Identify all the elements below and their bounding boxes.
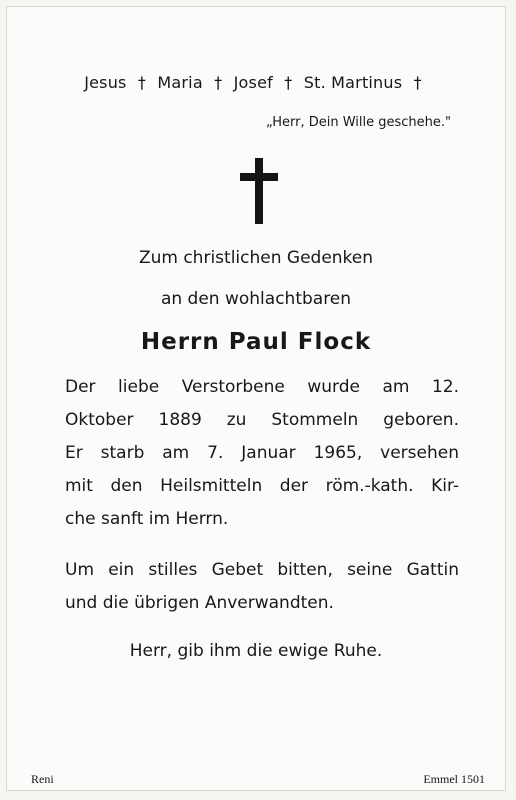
memorial-card	[6, 6, 506, 791]
small-cross-icon: †	[284, 73, 293, 92]
bio-line: Oktober 1889 zu Stommeln geboren.	[65, 410, 459, 430]
publisher-mark: Reni	[31, 772, 54, 786]
saint-name: Maria	[157, 73, 203, 92]
print-number: Emmel 1501	[423, 772, 485, 786]
intro-line-2: an den wohlachtbaren	[160, 289, 352, 309]
bio-line: che sanft im Herrn.	[65, 509, 229, 529]
bio-line: Der liebe Verstorbene wurde am 12.	[65, 377, 459, 397]
request-paragraph	[65, 554, 459, 620]
saint-name: St. Martinus	[303, 73, 403, 92]
saints-line	[7, 73, 505, 92]
small-cross-icon: †	[413, 73, 422, 92]
saint-name: Josef	[233, 73, 273, 92]
motto: „Herr, Dein Wille geschehe."	[265, 115, 451, 130]
small-cross-icon: †	[137, 73, 147, 92]
bio-line: Er starb am 7. Januar 1965, versehen	[65, 443, 459, 463]
closing-prayer: Herr, gib ihm die ewige Ruhe.	[129, 641, 383, 661]
deceased-name: Herrn Paul Flock	[140, 329, 372, 355]
intro-line-1: Zum christlichen Gedenken	[138, 248, 374, 268]
saint-name: Jesus	[84, 73, 127, 92]
request-line: Um ein stilles Gebet bitten, seine Gattin	[65, 560, 459, 580]
small-cross-icon: †	[214, 73, 223, 92]
bio-paragraph	[65, 371, 459, 536]
request-line: und die übrigen Anverwandten.	[65, 593, 334, 613]
latin-cross-icon	[240, 158, 278, 224]
bio-line: mit den Heilsmitteln der röm.-kath. Kir-	[65, 476, 459, 496]
